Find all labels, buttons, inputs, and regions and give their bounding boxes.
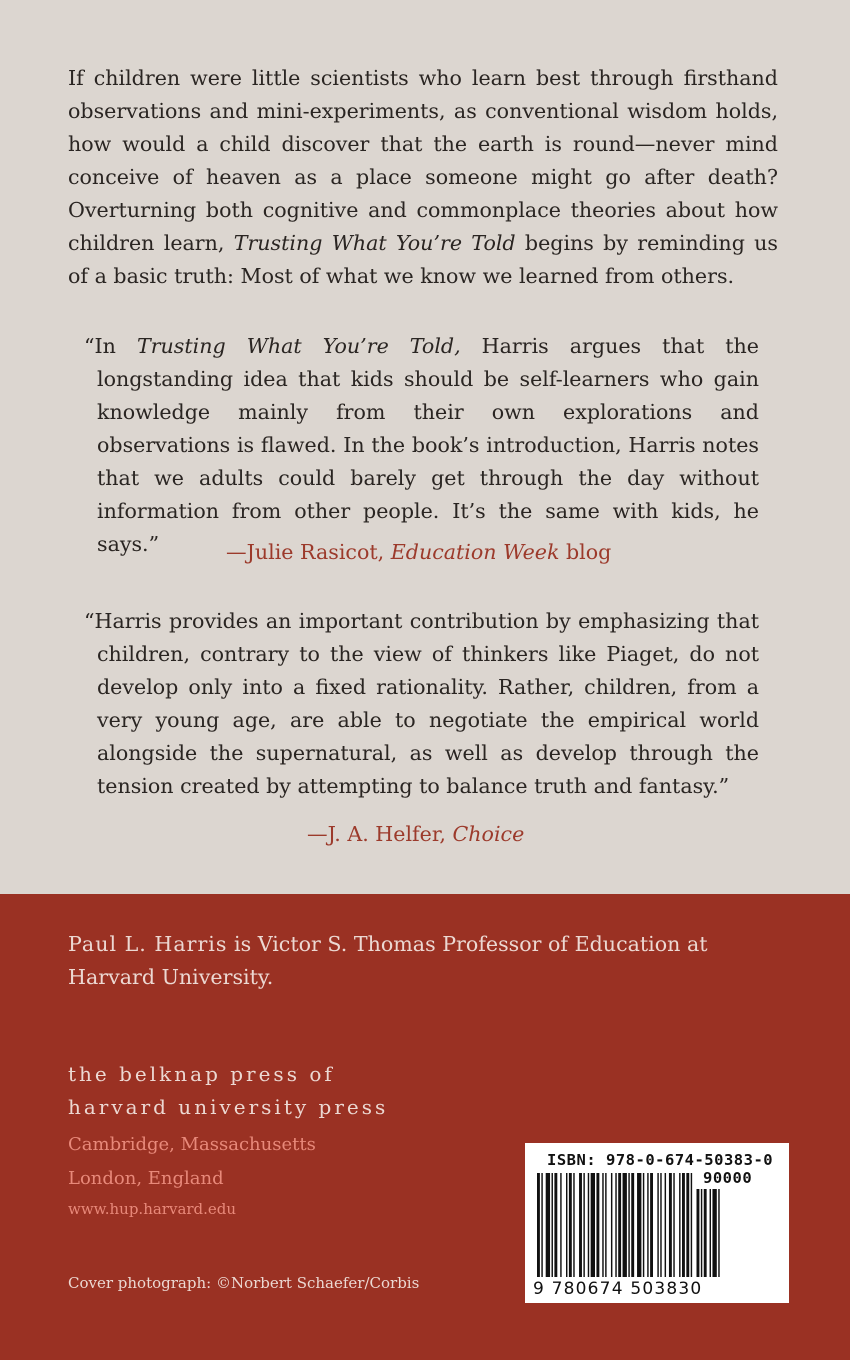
review-quote-1 xyxy=(84,330,759,561)
cover-photo-credit: Cover photograph: ©Norbert Schaefer/Corbis xyxy=(68,1274,420,1292)
barcode-bar xyxy=(552,1173,553,1277)
author-bio xyxy=(68,928,782,994)
barcode-bar xyxy=(611,1173,612,1277)
barcode-bar xyxy=(669,1173,672,1277)
barcode-bar xyxy=(647,1173,648,1277)
barcode-bar xyxy=(660,1173,661,1277)
barcode-bar xyxy=(643,1173,644,1277)
barcode-bar xyxy=(682,1173,685,1277)
barcode-bar xyxy=(615,1173,616,1277)
barcode-bar xyxy=(631,1173,634,1277)
barcode-bar xyxy=(704,1189,707,1277)
review-attribution-1 xyxy=(226,537,611,567)
publisher-line-2: harvard university press xyxy=(68,1095,389,1119)
barcode-bar xyxy=(602,1173,603,1277)
isbn-label: ISBN: 978-0-674-50383-0 xyxy=(547,1151,774,1169)
review-quote-2: “Harris provides an important contribution by emphasizing that children, contrary to the view of thinkers like Piaget, do not develop only into a fixed rationality. Rather, children, from a very young age, are able to negotiate the empirical world alongside the supernatural, as well as develop through the tension created by attempting to balance truth and fantasy.” xyxy=(84,609,759,798)
barcode-bar xyxy=(566,1173,567,1277)
barcode-bar xyxy=(679,1173,680,1277)
barcode-bar xyxy=(605,1173,606,1277)
barcode-bar xyxy=(628,1173,629,1277)
attribution-2-name: —J. A. Helfer, xyxy=(307,822,453,846)
barcode-bar xyxy=(588,1173,589,1277)
attribution-2-source: Choice xyxy=(452,822,525,846)
barcode-bar xyxy=(701,1189,702,1277)
attribution-1-suffix: blog xyxy=(559,540,612,564)
barcode-bar xyxy=(591,1173,595,1277)
barcode-bar xyxy=(657,1173,658,1277)
book-description xyxy=(68,62,778,293)
barcode-bar xyxy=(697,1189,700,1277)
barcode-bar xyxy=(583,1173,584,1277)
barcode-bar xyxy=(718,1189,719,1277)
book-title-italic: Trusting What You’re Told xyxy=(233,231,516,255)
barcode-bar xyxy=(650,1173,653,1277)
publisher-name xyxy=(68,1058,388,1124)
description-text-1: If children were little scientists who learn best through firsthand observations and mini-experiments, as conventional wisdom holds, how would a child discover that the earth is round—never mind conceive of heaven as a place someone might go after death? Overturning both cognitive and commonplace theories about how children learn, xyxy=(68,66,778,255)
barcode-bar xyxy=(618,1173,621,1277)
publisher-line-1: the belknap press of xyxy=(68,1062,335,1086)
barcode-bar xyxy=(691,1173,692,1277)
barcode-bar xyxy=(560,1173,561,1277)
barcode-bar xyxy=(537,1173,540,1277)
author-bio-text: is Victor S. Thomas Professor of Education at Harvard University. xyxy=(68,932,708,989)
barcode-digits: 9 780674 503830 xyxy=(533,1279,703,1299)
barcode-addon-number: 90000 xyxy=(703,1169,753,1187)
barcode-bar xyxy=(712,1189,716,1277)
barcode-bar xyxy=(541,1173,542,1277)
barcode-bar xyxy=(637,1173,641,1277)
barcode-bar xyxy=(573,1173,574,1277)
author-name: Paul L. Harris xyxy=(68,932,228,956)
publisher-website: www.hup.harvard.edu xyxy=(68,1200,237,1218)
barcode-bar xyxy=(554,1173,557,1277)
publisher-city-1: Cambridge, Massachusetts xyxy=(68,1134,316,1155)
barcode-bar xyxy=(596,1173,599,1277)
barcode-bar xyxy=(686,1173,689,1277)
description-text-2: begins by reminding us of a basic truth: Most of what we know we learned from others. xyxy=(68,231,778,288)
barcode-bar xyxy=(665,1173,666,1277)
review-attribution-2 xyxy=(307,819,524,849)
publisher-city-2: London, England xyxy=(68,1168,224,1189)
quote-1-pre: “In xyxy=(84,334,137,358)
quote-1-title-italic: Trusting What You’re Told, xyxy=(136,334,461,358)
barcode-bar xyxy=(710,1189,711,1277)
barcode-bar xyxy=(673,1173,674,1277)
barcode-bar xyxy=(579,1173,582,1277)
attribution-1-source: Education Week xyxy=(390,540,560,564)
attribution-1-name: —Julie Rasicot, xyxy=(226,540,391,564)
barcode-bar xyxy=(623,1173,627,1277)
barcode-bar xyxy=(569,1173,572,1277)
barcode-bar xyxy=(546,1173,550,1277)
quote-1-text: Harris argues that the longstanding idea that kids should be self-learners who gain knowledge mainly from their own explorations and observations is flawed. In the book’s introduction, Harris notes that we adults could barely get through the day without information from other people. It’s the same with kids, he says.” xyxy=(97,334,759,556)
isbn-barcode xyxy=(525,1143,789,1303)
